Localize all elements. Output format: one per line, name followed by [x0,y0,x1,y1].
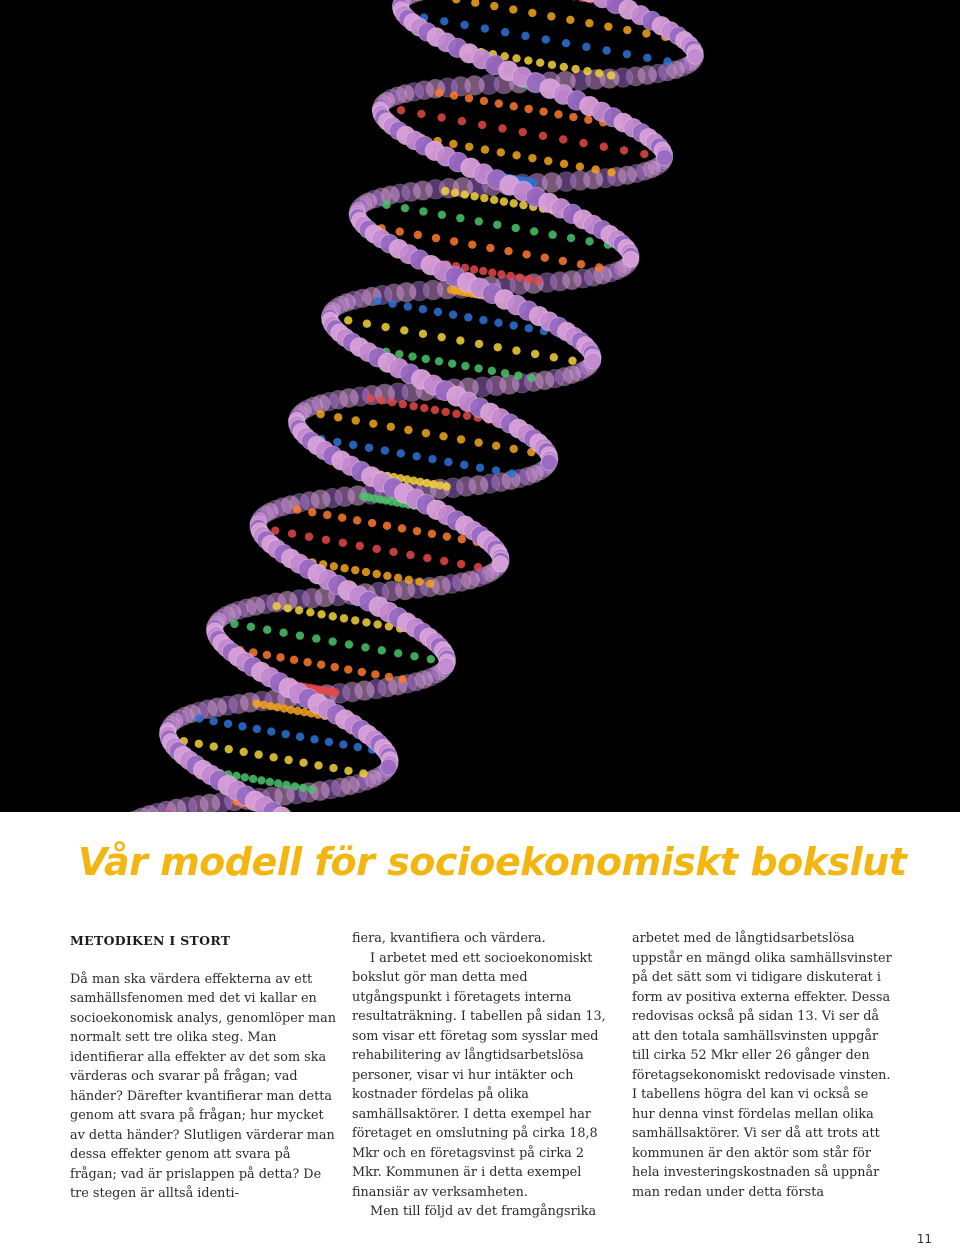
column1-paragraph-1: Då man ska värdera effekterna av ett samhällsfenomen med det vi kallar en socioekonomisk analys, genomlöper man normalt sett tre olika steg. Man identifierar alla effekter av det som ska värderas och svarar på frågan; vad händer? Därefter kvantifierar man detta genom att svara på frågan; hur mycket av detta händer? Slutligen värderar man dessa effekter genom att svara på frågan; vad är prislappen på detta? De tre stegen är alltså identi- [70,971,336,1201]
text-column-1 [70,929,340,1204]
column2-paragraph-1: fiera, kvantifiera och värdera. [352,931,546,946]
text-column-3 [632,929,894,1202]
text-column-2 [352,929,610,1222]
column2-paragraph-2: I arbetet med ett socioekonomiskt bokslut gör man detta med utgångspunkt i företagets interna resultaträkning. I tabellen på sidan 13, som visar ett företag som sysslar med rehabilitering av långtidsarbetslösa personer, visar vi hur intäkter och kostnader fördelas på olika samhällsaktörer. I detta exempel har företaget en omslutning på cirka 18,8 Mkr och en företagsvinst på cirka 2 Mkr. Kommunen är i detta exempel finansiär av verksamheten. [352,950,606,1200]
column3-paragraph-1: arbetet med de långtidsarbetslösa uppstår en mängd olika samhällsvinster på det sätt som vi tidigare diskuterat i form av positiva externa effekter. Dessa redovisas också på sidan 13. Vi ser då att den totala samhällsvinsten uppgår till cirka 52 Mkr eller 26 gånger den företagsekonomiskt redovisade vinsten. I tabellens högra del kan vi också se hur denna vinst fördelas mellan olika samhällsaktörer. Vi ser då att trots att kommunen är den aktör som står för hela investeringskostnaden så uppnår man redan under detta första [632,931,892,1200]
page-number: 11 [916,1232,932,1246]
section-kicker: METODIKEN I STORT [70,933,231,948]
page-title: Vår modell för socioekonomiskt bokslut [78,840,907,884]
column2-paragraph-3: Men till följd av det framgångsrika [370,1204,597,1219]
